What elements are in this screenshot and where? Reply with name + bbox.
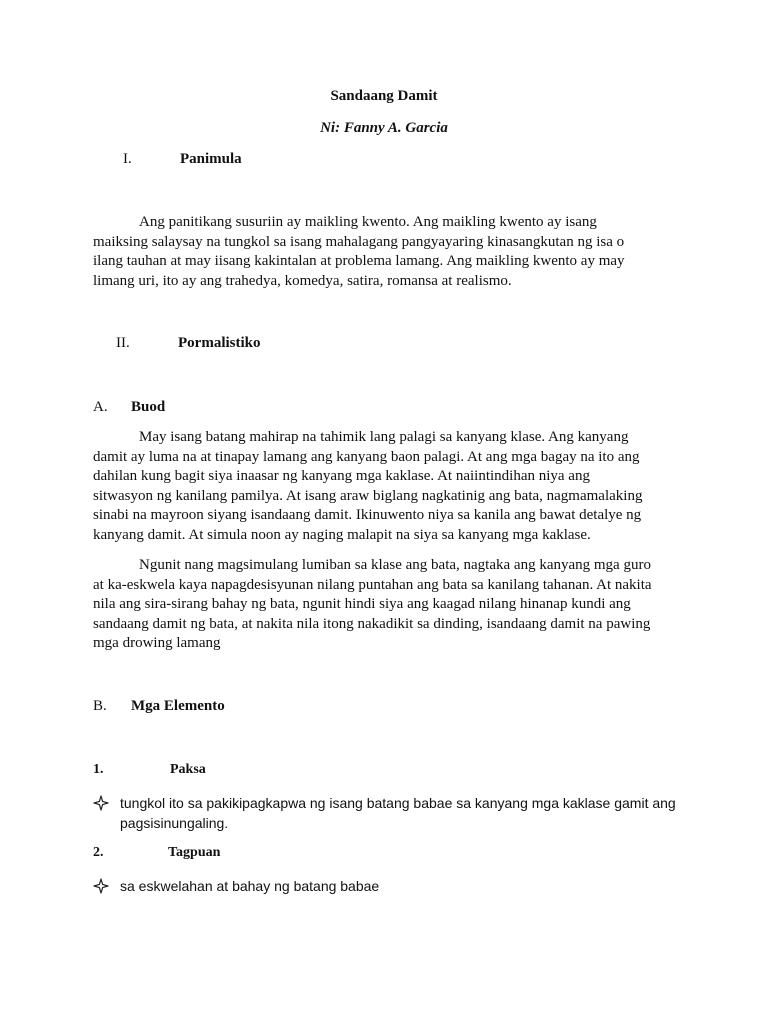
subsection-heading-mga-elemento: [93, 698, 343, 718]
section-heading-panimula: [123, 151, 323, 171]
panimula-paragraph: Ang panitikang susuriin ay maikling kwento. Ang maikling kwento ay isang maiksing salaysay na tungkol sa isang mahalagang pangyayaring kinasangkutan ng isa o ilang tauhan at may iisang kakintalan at problema lamang. Ang maikling kwento ay may limang uri, ito ay ang trahedya, komedya, satira, romansa at realismo.: [93, 214, 625, 289]
subsection-heading-buod: [93, 399, 293, 419]
subsection-label: Mga Elemento: [131, 698, 225, 714]
section-heading-pormalistiko: [116, 335, 316, 355]
buod-paragraph-2: Ngunit nang magsimulang lumiban sa klase ang bata, nagtaka ang kanyang mga guro at ka-eskwela kaya napagdesisyunan nilang puntahan ang bata sa kanilang tahanan. At nakita nila ang sira-sirang bahay ng bata, ngunit hindi siya ang kaagad nilang hinanap kundi ang sandaang damit ng bata, at nakita nila itong nakadikit sa dinding, isandaang damit na pawing mga drowing lamang: [93, 557, 652, 652]
section-number: I.: [123, 151, 132, 167]
subsection-letter: B.: [93, 698, 107, 714]
tagpuan-bullet: [93, 876, 693, 898]
item-label: Tagpuan: [168, 845, 221, 860]
bullet-text: tungkol ito sa pakikipagkapwa ng isang batang babae sa kanyang mga kaklase gamit ang pagsisinungaling.: [120, 795, 676, 831]
section-label: Pormalistiko: [178, 335, 261, 351]
item-number: 1.: [93, 762, 104, 777]
four-point-star-outline-icon: [93, 795, 109, 811]
bullet-text: sa eskwelahan at bahay ng batang babae: [120, 878, 380, 894]
buod-paragraph-1: May isang batang mahirap na tahimik lang palagi sa kanyang klase. Ang kanyang damit ay luma na at tinapay lamang ang kanyang baon palagi. At ang mga bagay na ito ang dahilan kung bagit siya inaasar ng kanyang mga kaklase. At naiintindihan niya ang sitwasyon ng kanilang pamilya. At isang araw biglang nagkatinig ang bata, nagmamalaking sinabi na mayroon siyang isandaang damit. Ikinuwento niya sa kanila ang bawat detalye ng kanyang damit. At simula noon ay naging malapit na siya sa kanyang mga kaklase.: [93, 429, 643, 543]
four-point-star-outline-icon: [93, 878, 109, 894]
paksa-bullet: [93, 793, 693, 835]
section-number: II.: [116, 335, 130, 351]
subsection-label: Buod: [131, 399, 166, 415]
item-heading-tagpuan: [93, 845, 293, 865]
document-title: Sandaang Damit: [330, 88, 438, 104]
subsection-letter: A.: [93, 399, 108, 415]
section-label: Panimula: [180, 151, 242, 167]
item-heading-paksa: [93, 762, 293, 782]
document-author: Ni: Fanny A. Garcia: [320, 120, 448, 136]
item-label: Paksa: [170, 762, 206, 777]
item-number: 2.: [93, 845, 104, 860]
